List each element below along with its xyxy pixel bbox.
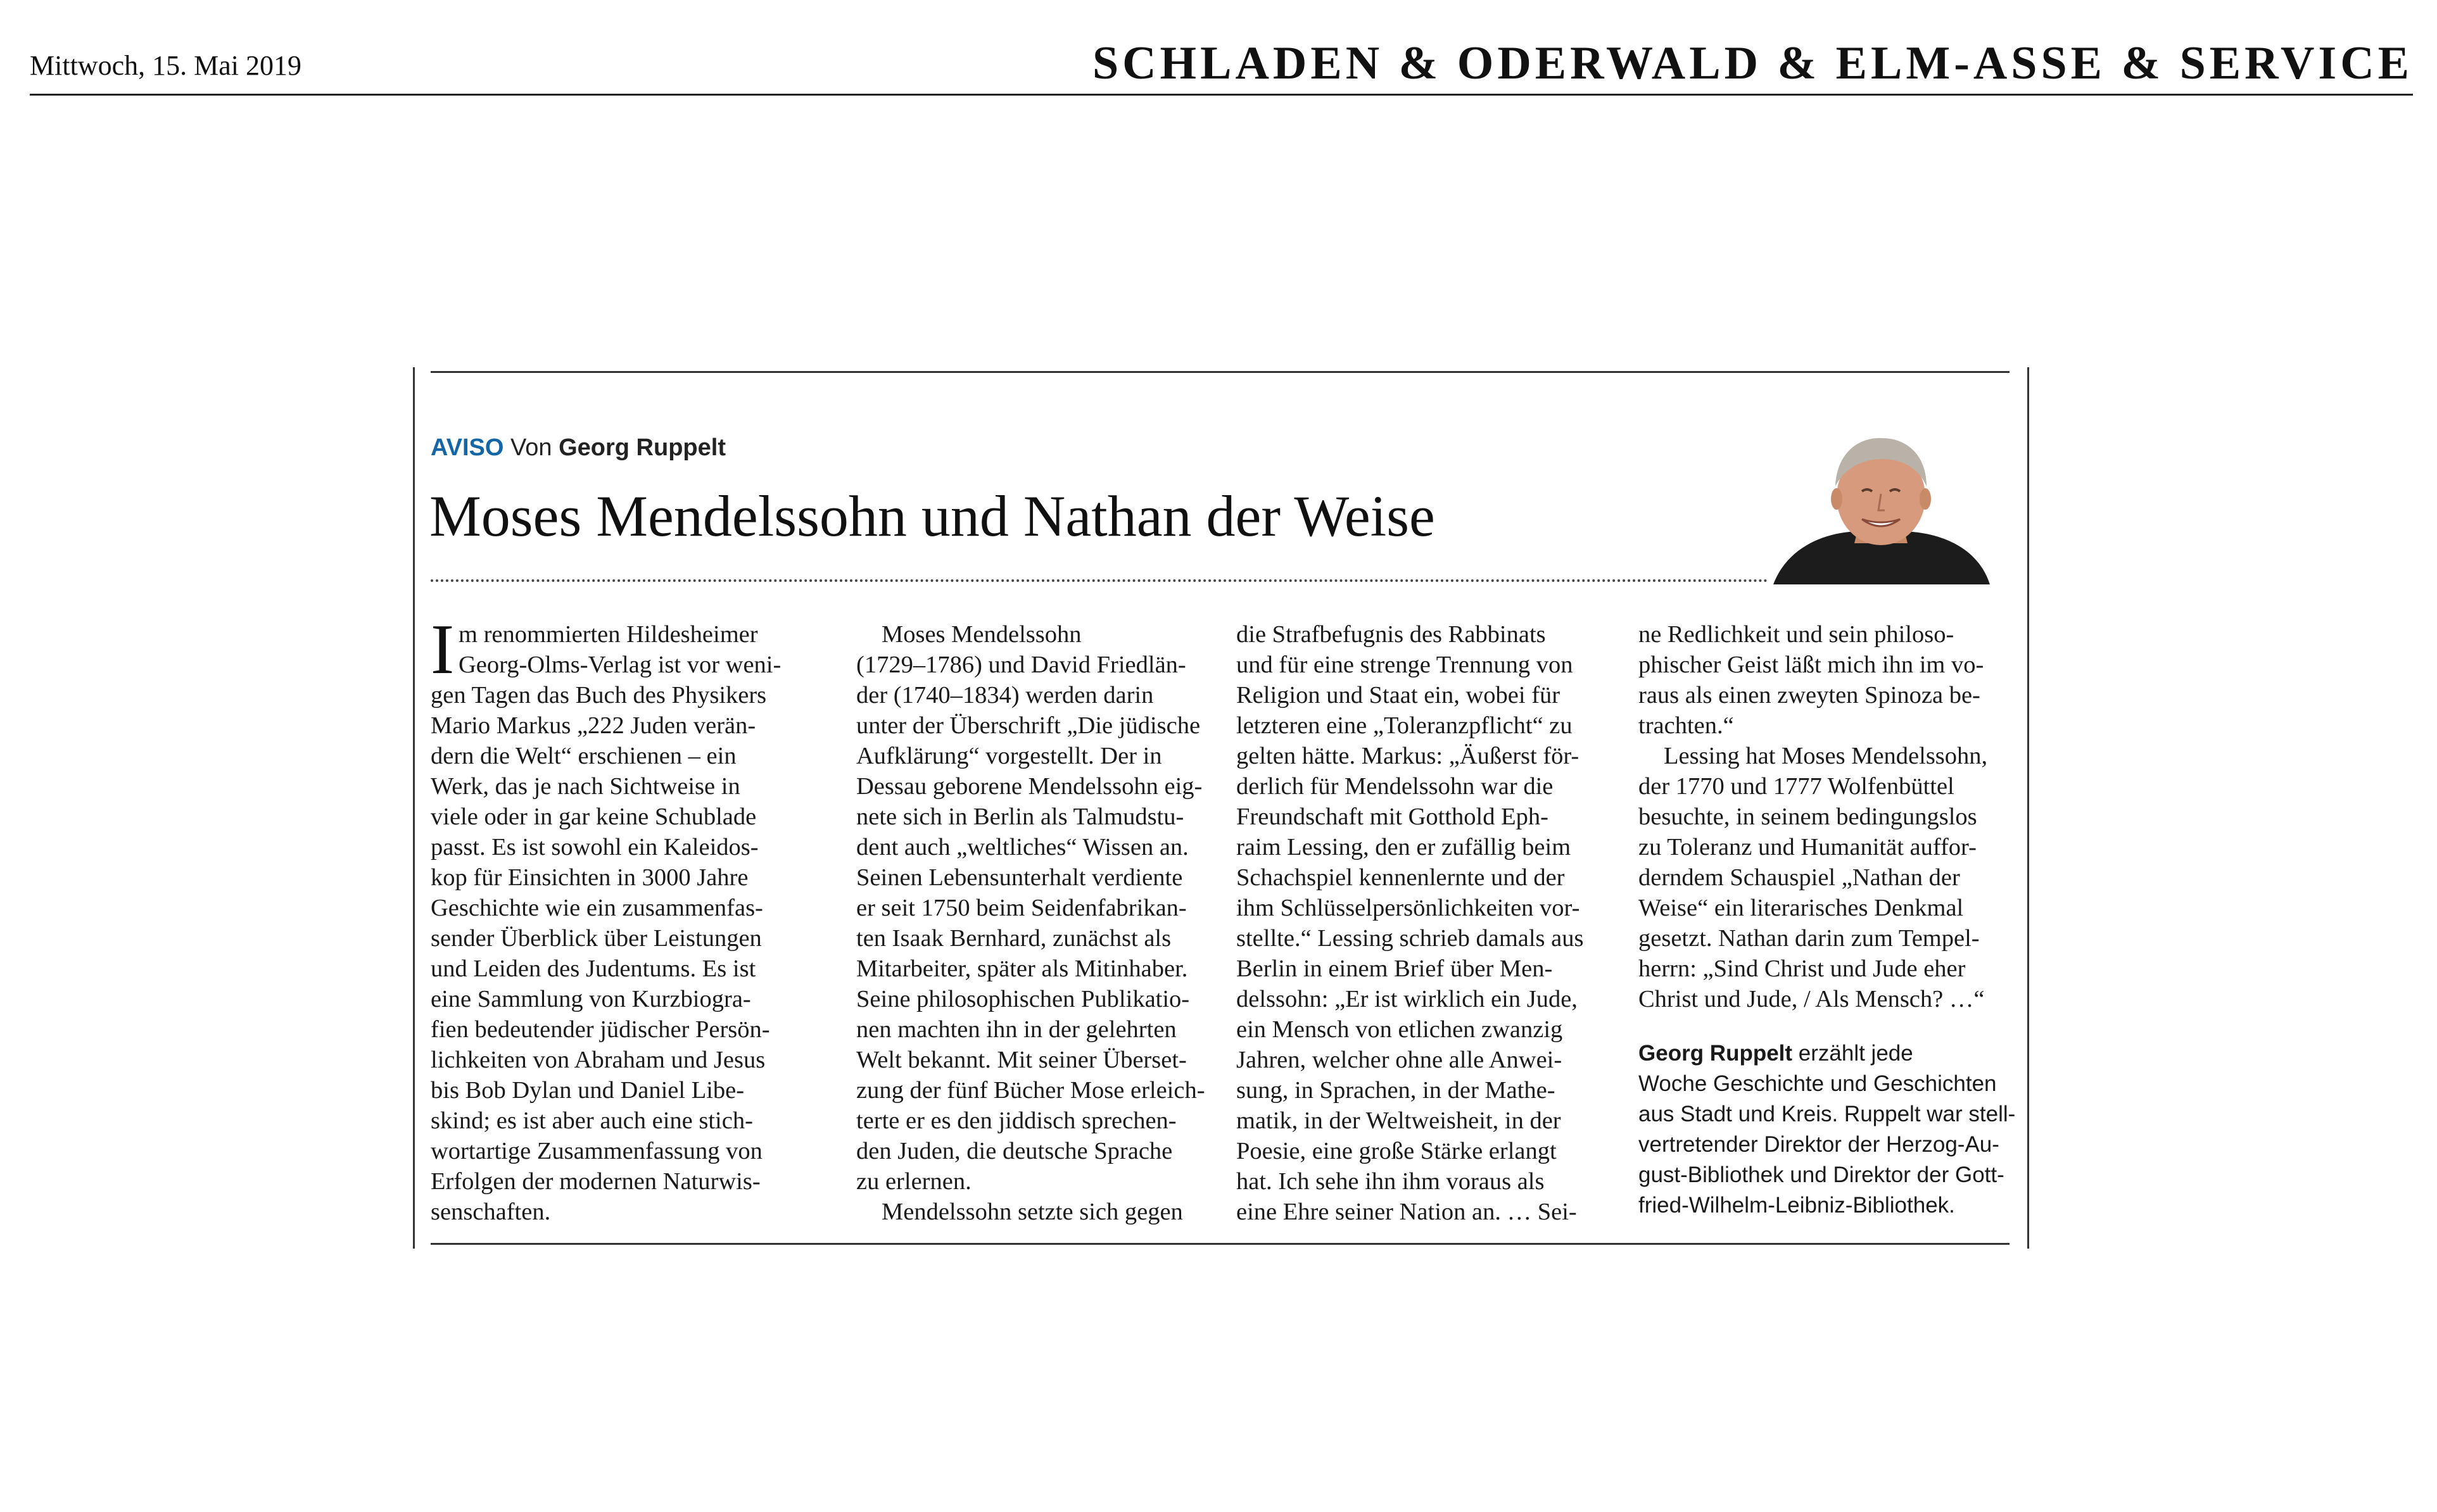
text-line: Poesie, eine große Stärke erlangt	[1236, 1138, 1557, 1164]
text-line: skind; es ist aber auch eine stich-	[431, 1107, 753, 1134]
text-line: gelten hätte. Markus: „Äußerst för-	[1236, 743, 1579, 769]
article-frame-right	[2027, 367, 2029, 1249]
text-line: ne Redlichkeit und sein philoso-	[1638, 621, 1954, 648]
article-frame-left	[413, 367, 415, 1249]
text-line: sung, in Sprachen, in der Mathe-	[1236, 1077, 1555, 1104]
headline: Moses Mendelssohn und Nathan der Weise	[429, 484, 1435, 548]
bio-line: fried-Wilhelm-Leibniz-Bibliothek.	[1638, 1193, 1955, 1218]
text-line: Erfolgen der modernen Naturwis-	[431, 1168, 761, 1195]
text-line: ein Mensch von etlichen zwanzig	[1236, 1016, 1563, 1043]
text-line: Mendelssohn setzte sich gegen	[882, 1199, 1183, 1225]
text-line: raus als einen zweyten Spinoza be-	[1638, 682, 1980, 709]
text-line: bis Bob Dylan und Daniel Libe-	[431, 1077, 745, 1104]
text-line: terte er es den jiddisch sprechen-	[856, 1107, 1177, 1134]
text-line: Seine philosophischen Publikatio-	[856, 986, 1190, 1012]
text-line: kop für Einsichten in 3000 Jahre	[431, 864, 749, 891]
text-line: dern die Welt“ erschienen – ein	[431, 743, 737, 769]
dotted-divider	[431, 579, 1773, 582]
text-line: Georg-Olms-Verlag ist vor weni-	[459, 652, 782, 678]
text-line: ihm Schlüsselpersönlichkeiten vor-	[1236, 895, 1580, 921]
header-rule	[30, 94, 2413, 96]
text-line: ten Isaak Bernhard, zunächst als	[856, 925, 1172, 952]
text-line: Mitarbeiter, später als Mitinhaber.	[856, 955, 1188, 982]
text-line: letzteren eine „Toleranzpflicht“ zu	[1236, 712, 1573, 739]
text-line: und Leiden des Judentums. Es ist	[431, 955, 756, 982]
text-line: viele oder in gar keine Schublade	[431, 803, 757, 830]
text-line: lichkeiten von Abraham und Jesus	[431, 1047, 766, 1073]
text-line: dent auch „weltliches“ Wissen an.	[856, 834, 1189, 860]
text-line: Christ und Jude, / Als Mensch? …“	[1638, 986, 1985, 1012]
section-title: SCHLADEN & ODERWALD & ELM-ASSE & SERVICE	[1092, 37, 2413, 89]
article-column-3	[1236, 619, 1616, 1227]
text-line: Aufklärung“ vorgestellt. Der in	[856, 743, 1162, 769]
text-line: Seinen Lebensunterhalt verdiente	[856, 864, 1183, 891]
text-line: Mario Markus „222 Juden verän-	[431, 712, 756, 739]
author-photo	[1767, 431, 1995, 584]
text-line: Weise“ ein literarisches Denkmal	[1638, 895, 1964, 921]
text-line: Berlin in einem Brief über Men-	[1236, 955, 1553, 982]
article-column-1	[431, 610, 811, 1227]
bio-first-line	[1638, 1038, 2018, 1069]
text-line: unter der Überschrift „Die jüdische	[856, 712, 1201, 739]
text-line: Jahren, welcher ohne alle Anwei-	[1236, 1047, 1562, 1073]
text-line: und für eine strenge Trennung von	[1236, 652, 1573, 678]
text-line: herrn: „Sind Christ und Jude eher	[1638, 955, 1966, 982]
bio-line: aus Stadt und Kreis. Ruppelt war stell-	[1638, 1102, 2016, 1126]
text-line: hat. Ich sehe ihn ihm voraus als	[1236, 1168, 1545, 1195]
text-line: Lessing hat Moses Mendelssohn,	[1664, 743, 1988, 769]
text-line: gen Tagen das Buch des Physikers	[431, 682, 767, 709]
kicker-label: AVISO	[431, 434, 504, 461]
bio-line: Woche Geschichte und Geschichten	[1638, 1071, 1997, 1096]
text-line: nen machten ihn in der gelehrten	[856, 1016, 1177, 1043]
text-line: senschaften.	[431, 1199, 551, 1225]
text-line: Schachspiel kennenlernte und der	[1236, 864, 1565, 891]
article-column-4	[1638, 619, 2018, 1014]
text-line: m renommierten Hildesheimer	[459, 621, 758, 648]
text-line: Freundschaft mit Gotthold Eph-	[1236, 803, 1548, 830]
text-line: derlich für Mendelssohn war die	[1236, 773, 1554, 800]
text-line: Geschichte wie ein zusammenfas-	[431, 895, 763, 921]
text-line: eine Sammlung von Kurzbiogra-	[431, 986, 751, 1012]
text-line: stellte.“ Lessing schrieb damals aus	[1236, 925, 1584, 952]
text-line: er seit 1750 beim Seidenfabrikan-	[856, 895, 1187, 921]
text-line: raim Lessing, den er zufällig beim	[1236, 834, 1571, 860]
text-line: die Strafbefugnis des Rabbinats	[1236, 621, 1546, 648]
text-line: Welt bekannt. Mit seiner Überset-	[856, 1047, 1187, 1073]
text-line: Moses Mendelssohn	[882, 621, 1082, 648]
byline-prefix: Von	[510, 434, 552, 461]
text-line: phischer Geist läßt mich ihn im vo-	[1638, 652, 1984, 678]
issue-date: Mittwoch, 15. Mai 2019	[30, 50, 301, 81]
kicker	[431, 434, 726, 462]
text-line: zu erlernen.	[856, 1168, 972, 1195]
text-line: Werk, das je nach Sichtweise in	[431, 773, 740, 800]
text-line: passt. Es ist sowohl ein Kaleidos-	[431, 834, 759, 860]
drop-cap: I	[431, 610, 455, 689]
text-line: (1729–1786) und David Friedlän-	[856, 652, 1186, 678]
text-line: nete sich in Berlin als Talmudstu-	[856, 803, 1184, 830]
bio-line: vertretender Direktor der Herzog-Au-	[1638, 1132, 1999, 1157]
text-line: eine Ehre seiner Nation an. … Sei-	[1236, 1199, 1577, 1225]
text-line: gesetzt. Nathan darin zum Tempel-	[1638, 925, 1980, 952]
text-line: matik, in der Weltweisheit, in der	[1236, 1107, 1561, 1134]
author-bio	[1638, 1038, 2018, 1221]
article-rule-bottom	[431, 1243, 2010, 1245]
text-line: Dessau geborene Mendelssohn eig-	[856, 773, 1203, 800]
bio-text: erzählt jede	[1792, 1041, 1913, 1066]
text-line: der (1740–1834) werden darin	[856, 682, 1154, 709]
text-line: besuchte, in seinem bedingungslos	[1638, 803, 1977, 830]
text-line: zung der fünf Bücher Mose erleich-	[856, 1077, 1205, 1104]
byline-author: Georg Ruppelt	[559, 434, 726, 461]
text-line: fien bedeutender jüdischer Persön-	[431, 1016, 770, 1043]
text-line: den Juden, die deutsche Sprache	[856, 1138, 1173, 1164]
text-line: zu Toleranz und Humanität auffor-	[1638, 834, 1977, 860]
text-line: trachten.“	[1638, 712, 1734, 739]
article-column-2	[856, 619, 1236, 1227]
text-line: sender Überblick über Leistungen	[431, 925, 762, 952]
bio-author-name: Georg Ruppelt	[1638, 1041, 1793, 1066]
text-line: derndem Schauspiel „Nathan der	[1638, 864, 1960, 891]
text-line: der 1770 und 1777 Wolfenbüttel	[1638, 773, 1954, 800]
text-line: wortartige Zusammenfassung von	[431, 1138, 763, 1164]
text-line: Religion und Staat ein, wobei für	[1236, 682, 1560, 709]
bio-line: gust-Bibliothek und Direktor der Gott-	[1638, 1162, 2004, 1187]
text-line: delssohn: „Er ist wirklich ein Jude,	[1236, 986, 1578, 1012]
article-rule-top	[431, 371, 2010, 373]
